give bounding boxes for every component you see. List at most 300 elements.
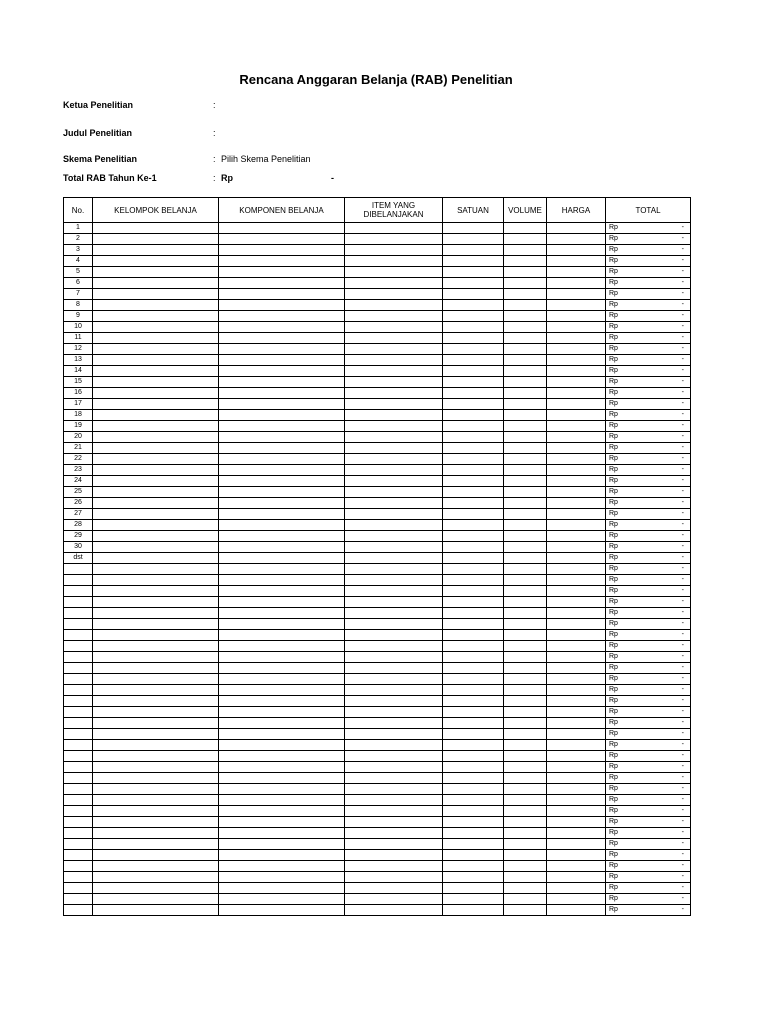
- cell-volume[interactable]: [504, 465, 547, 476]
- cell-volume[interactable]: [504, 410, 547, 421]
- cell-kelompok-belanja[interactable]: [93, 322, 219, 333]
- cell-harga[interactable]: [547, 861, 606, 872]
- cell-satuan[interactable]: [443, 432, 504, 443]
- cell-satuan[interactable]: [443, 542, 504, 553]
- cell-komponen-belanja[interactable]: [219, 399, 345, 410]
- cell-harga[interactable]: [547, 806, 606, 817]
- cell-volume[interactable]: [504, 905, 547, 916]
- cell-komponen-belanja[interactable]: [219, 454, 345, 465]
- cell-volume[interactable]: [504, 421, 547, 432]
- cell-komponen-belanja[interactable]: [219, 773, 345, 784]
- cell-satuan[interactable]: [443, 355, 504, 366]
- cell-volume[interactable]: [504, 828, 547, 839]
- cell-volume[interactable]: [504, 685, 547, 696]
- cell-komponen-belanja[interactable]: [219, 443, 345, 454]
- cell-harga[interactable]: [547, 817, 606, 828]
- cell-volume[interactable]: [504, 300, 547, 311]
- cell-item[interactable]: [345, 399, 443, 410]
- cell-item[interactable]: [345, 542, 443, 553]
- cell-item[interactable]: [345, 795, 443, 806]
- cell-item[interactable]: [345, 289, 443, 300]
- cell-kelompok-belanja[interactable]: [93, 817, 219, 828]
- cell-komponen-belanja[interactable]: [219, 278, 345, 289]
- skema-select[interactable]: Pilih Skema Penelitian: [221, 154, 311, 164]
- cell-satuan[interactable]: [443, 443, 504, 454]
- cell-satuan[interactable]: [443, 806, 504, 817]
- cell-item[interactable]: [345, 388, 443, 399]
- cell-komponen-belanja[interactable]: [219, 850, 345, 861]
- cell-satuan[interactable]: [443, 520, 504, 531]
- cell-volume[interactable]: [504, 256, 547, 267]
- cell-komponen-belanja[interactable]: [219, 520, 345, 531]
- cell-harga[interactable]: [547, 432, 606, 443]
- cell-satuan[interactable]: [443, 773, 504, 784]
- cell-harga[interactable]: [547, 641, 606, 652]
- cell-komponen-belanja[interactable]: [219, 355, 345, 366]
- cell-harga[interactable]: [547, 289, 606, 300]
- cell-satuan[interactable]: [443, 410, 504, 421]
- cell-volume[interactable]: [504, 333, 547, 344]
- cell-volume[interactable]: [504, 619, 547, 630]
- cell-kelompok-belanja[interactable]: [93, 355, 219, 366]
- cell-harga[interactable]: [547, 531, 606, 542]
- cell-volume[interactable]: [504, 520, 547, 531]
- cell-komponen-belanja[interactable]: [219, 432, 345, 443]
- cell-harga[interactable]: [547, 740, 606, 751]
- cell-harga[interactable]: [547, 894, 606, 905]
- cell-volume[interactable]: [504, 773, 547, 784]
- cell-harga[interactable]: [547, 696, 606, 707]
- cell-harga[interactable]: [547, 300, 606, 311]
- cell-volume[interactable]: [504, 542, 547, 553]
- cell-item[interactable]: [345, 674, 443, 685]
- cell-volume[interactable]: [504, 762, 547, 773]
- cell-harga[interactable]: [547, 608, 606, 619]
- cell-komponen-belanja[interactable]: [219, 652, 345, 663]
- cell-satuan[interactable]: [443, 564, 504, 575]
- cell-komponen-belanja[interactable]: [219, 784, 345, 795]
- cell-item[interactable]: [345, 564, 443, 575]
- cell-volume[interactable]: [504, 553, 547, 564]
- cell-satuan[interactable]: [443, 388, 504, 399]
- cell-satuan[interactable]: [443, 696, 504, 707]
- cell-kelompok-belanja[interactable]: [93, 344, 219, 355]
- cell-harga[interactable]: [547, 388, 606, 399]
- cell-volume[interactable]: [504, 267, 547, 278]
- cell-komponen-belanja[interactable]: [219, 465, 345, 476]
- cell-harga[interactable]: [547, 663, 606, 674]
- cell-kelompok-belanja[interactable]: [93, 773, 219, 784]
- cell-kelompok-belanja[interactable]: [93, 311, 219, 322]
- cell-satuan[interactable]: [443, 454, 504, 465]
- cell-kelompok-belanja[interactable]: [93, 366, 219, 377]
- cell-volume[interactable]: [504, 531, 547, 542]
- cell-harga[interactable]: [547, 256, 606, 267]
- cell-harga[interactable]: [547, 454, 606, 465]
- cell-komponen-belanja[interactable]: [219, 344, 345, 355]
- cell-harga[interactable]: [547, 377, 606, 388]
- cell-satuan[interactable]: [443, 575, 504, 586]
- cell-harga[interactable]: [547, 476, 606, 487]
- cell-komponen-belanja[interactable]: [219, 267, 345, 278]
- cell-item[interactable]: [345, 883, 443, 894]
- cell-volume[interactable]: [504, 839, 547, 850]
- cell-item[interactable]: [345, 531, 443, 542]
- cell-item[interactable]: [345, 278, 443, 289]
- cell-harga[interactable]: [547, 630, 606, 641]
- cell-item[interactable]: [345, 465, 443, 476]
- cell-komponen-belanja[interactable]: [219, 300, 345, 311]
- cell-volume[interactable]: [504, 388, 547, 399]
- cell-volume[interactable]: [504, 344, 547, 355]
- cell-satuan[interactable]: [443, 267, 504, 278]
- cell-kelompok-belanja[interactable]: [93, 674, 219, 685]
- cell-komponen-belanja[interactable]: [219, 894, 345, 905]
- cell-item[interactable]: [345, 509, 443, 520]
- cell-harga[interactable]: [547, 520, 606, 531]
- cell-item[interactable]: [345, 707, 443, 718]
- cell-kelompok-belanja[interactable]: [93, 729, 219, 740]
- cell-item[interactable]: [345, 630, 443, 641]
- cell-item[interactable]: [345, 861, 443, 872]
- cell-harga[interactable]: [547, 674, 606, 685]
- cell-harga[interactable]: [547, 586, 606, 597]
- cell-volume[interactable]: [504, 355, 547, 366]
- cell-kelompok-belanja[interactable]: [93, 718, 219, 729]
- cell-komponen-belanja[interactable]: [219, 905, 345, 916]
- cell-satuan[interactable]: [443, 729, 504, 740]
- cell-volume[interactable]: [504, 366, 547, 377]
- cell-volume[interactable]: [504, 476, 547, 487]
- cell-komponen-belanja[interactable]: [219, 795, 345, 806]
- cell-satuan[interactable]: [443, 652, 504, 663]
- cell-volume[interactable]: [504, 608, 547, 619]
- cell-kelompok-belanja[interactable]: [93, 630, 219, 641]
- cell-satuan[interactable]: [443, 718, 504, 729]
- cell-komponen-belanja[interactable]: [219, 718, 345, 729]
- cell-harga[interactable]: [547, 333, 606, 344]
- cell-harga[interactable]: [547, 443, 606, 454]
- cell-harga[interactable]: [547, 322, 606, 333]
- cell-satuan[interactable]: [443, 608, 504, 619]
- cell-kelompok-belanja[interactable]: [93, 905, 219, 916]
- cell-komponen-belanja[interactable]: [219, 476, 345, 487]
- cell-komponen-belanja[interactable]: [219, 421, 345, 432]
- cell-harga[interactable]: [547, 619, 606, 630]
- cell-harga[interactable]: [547, 311, 606, 322]
- cell-kelompok-belanja[interactable]: [93, 597, 219, 608]
- cell-kelompok-belanja[interactable]: [93, 553, 219, 564]
- cell-kelompok-belanja[interactable]: [93, 333, 219, 344]
- cell-kelompok-belanja[interactable]: [93, 839, 219, 850]
- cell-item[interactable]: [345, 828, 443, 839]
- cell-harga[interactable]: [547, 773, 606, 784]
- cell-item[interactable]: [345, 608, 443, 619]
- cell-satuan[interactable]: [443, 597, 504, 608]
- cell-item[interactable]: [345, 652, 443, 663]
- cell-item[interactable]: [345, 685, 443, 696]
- cell-satuan[interactable]: [443, 663, 504, 674]
- cell-item[interactable]: [345, 718, 443, 729]
- cell-volume[interactable]: [504, 663, 547, 674]
- cell-satuan[interactable]: [443, 399, 504, 410]
- cell-item[interactable]: [345, 454, 443, 465]
- cell-item[interactable]: [345, 729, 443, 740]
- cell-volume[interactable]: [504, 740, 547, 751]
- cell-item[interactable]: [345, 498, 443, 509]
- cell-harga[interactable]: [547, 652, 606, 663]
- cell-volume[interactable]: [504, 696, 547, 707]
- cell-volume[interactable]: [504, 784, 547, 795]
- cell-komponen-belanja[interactable]: [219, 828, 345, 839]
- cell-item[interactable]: [345, 872, 443, 883]
- cell-item[interactable]: [345, 366, 443, 377]
- cell-satuan[interactable]: [443, 674, 504, 685]
- cell-item[interactable]: [345, 553, 443, 564]
- cell-komponen-belanja[interactable]: [219, 685, 345, 696]
- cell-harga[interactable]: [547, 850, 606, 861]
- cell-volume[interactable]: [504, 245, 547, 256]
- cell-volume[interactable]: [504, 454, 547, 465]
- cell-satuan[interactable]: [443, 476, 504, 487]
- cell-kelompok-belanja[interactable]: [93, 278, 219, 289]
- cell-item[interactable]: [345, 267, 443, 278]
- cell-item[interactable]: [345, 839, 443, 850]
- cell-kelompok-belanja[interactable]: [93, 652, 219, 663]
- cell-harga[interactable]: [547, 421, 606, 432]
- cell-item[interactable]: [345, 410, 443, 421]
- cell-item[interactable]: [345, 344, 443, 355]
- cell-kelompok-belanja[interactable]: [93, 476, 219, 487]
- cell-volume[interactable]: [504, 498, 547, 509]
- cell-satuan[interactable]: [443, 784, 504, 795]
- cell-kelompok-belanja[interactable]: [93, 850, 219, 861]
- cell-item[interactable]: [345, 311, 443, 322]
- cell-kelompok-belanja[interactable]: [93, 861, 219, 872]
- cell-item[interactable]: [345, 234, 443, 245]
- cell-item[interactable]: [345, 619, 443, 630]
- cell-satuan[interactable]: [443, 619, 504, 630]
- cell-satuan[interactable]: [443, 883, 504, 894]
- cell-harga[interactable]: [547, 278, 606, 289]
- cell-kelompok-belanja[interactable]: [93, 762, 219, 773]
- cell-satuan[interactable]: [443, 256, 504, 267]
- cell-item[interactable]: [345, 905, 443, 916]
- cell-satuan[interactable]: [443, 828, 504, 839]
- cell-satuan[interactable]: [443, 289, 504, 300]
- cell-harga[interactable]: [547, 223, 606, 234]
- cell-volume[interactable]: [504, 652, 547, 663]
- cell-kelompok-belanja[interactable]: [93, 619, 219, 630]
- cell-volume[interactable]: [504, 872, 547, 883]
- cell-satuan[interactable]: [443, 465, 504, 476]
- cell-volume[interactable]: [504, 817, 547, 828]
- cell-satuan[interactable]: [443, 278, 504, 289]
- cell-komponen-belanja[interactable]: [219, 388, 345, 399]
- cell-satuan[interactable]: [443, 740, 504, 751]
- cell-harga[interactable]: [547, 575, 606, 586]
- cell-satuan[interactable]: [443, 553, 504, 564]
- cell-kelompok-belanja[interactable]: [93, 586, 219, 597]
- cell-harga[interactable]: [547, 498, 606, 509]
- cell-komponen-belanja[interactable]: [219, 619, 345, 630]
- cell-harga[interactable]: [547, 751, 606, 762]
- cell-item[interactable]: [345, 377, 443, 388]
- cell-kelompok-belanja[interactable]: [93, 256, 219, 267]
- cell-komponen-belanja[interactable]: [219, 575, 345, 586]
- cell-komponen-belanja[interactable]: [219, 333, 345, 344]
- cell-kelompok-belanja[interactable]: [93, 410, 219, 421]
- cell-volume[interactable]: [504, 674, 547, 685]
- cell-komponen-belanja[interactable]: [219, 410, 345, 421]
- cell-harga[interactable]: [547, 872, 606, 883]
- cell-harga[interactable]: [547, 487, 606, 498]
- cell-harga[interactable]: [547, 839, 606, 850]
- cell-komponen-belanja[interactable]: [219, 531, 345, 542]
- cell-satuan[interactable]: [443, 300, 504, 311]
- cell-satuan[interactable]: [443, 905, 504, 916]
- cell-item[interactable]: [345, 740, 443, 751]
- cell-kelompok-belanja[interactable]: [93, 498, 219, 509]
- cell-harga[interactable]: [547, 883, 606, 894]
- cell-kelompok-belanja[interactable]: [93, 223, 219, 234]
- cell-kelompok-belanja[interactable]: [93, 234, 219, 245]
- cell-komponen-belanja[interactable]: [219, 740, 345, 751]
- cell-kelompok-belanja[interactable]: [93, 454, 219, 465]
- cell-kelompok-belanja[interactable]: [93, 377, 219, 388]
- cell-item[interactable]: [345, 300, 443, 311]
- cell-item[interactable]: [345, 586, 443, 597]
- cell-satuan[interactable]: [443, 311, 504, 322]
- cell-item[interactable]: [345, 487, 443, 498]
- cell-volume[interactable]: [504, 806, 547, 817]
- cell-kelompok-belanja[interactable]: [93, 608, 219, 619]
- cell-satuan[interactable]: [443, 872, 504, 883]
- cell-kelompok-belanja[interactable]: [93, 663, 219, 674]
- cell-satuan[interactable]: [443, 377, 504, 388]
- cell-item[interactable]: [345, 850, 443, 861]
- cell-komponen-belanja[interactable]: [219, 377, 345, 388]
- cell-komponen-belanja[interactable]: [219, 663, 345, 674]
- cell-kelompok-belanja[interactable]: [93, 388, 219, 399]
- cell-item[interactable]: [345, 597, 443, 608]
- cell-satuan[interactable]: [443, 850, 504, 861]
- cell-komponen-belanja[interactable]: [219, 883, 345, 894]
- cell-komponen-belanja[interactable]: [219, 245, 345, 256]
- cell-item[interactable]: [345, 355, 443, 366]
- cell-harga[interactable]: [547, 355, 606, 366]
- cell-harga[interactable]: [547, 542, 606, 553]
- cell-harga[interactable]: [547, 366, 606, 377]
- cell-komponen-belanja[interactable]: [219, 366, 345, 377]
- cell-item[interactable]: [345, 663, 443, 674]
- cell-komponen-belanja[interactable]: [219, 509, 345, 520]
- cell-item[interactable]: [345, 641, 443, 652]
- cell-volume[interactable]: [504, 718, 547, 729]
- cell-komponen-belanja[interactable]: [219, 861, 345, 872]
- cell-volume[interactable]: [504, 850, 547, 861]
- cell-komponen-belanja[interactable]: [219, 223, 345, 234]
- cell-komponen-belanja[interactable]: [219, 289, 345, 300]
- cell-item[interactable]: [345, 520, 443, 531]
- cell-harga[interactable]: [547, 597, 606, 608]
- cell-volume[interactable]: [504, 894, 547, 905]
- cell-komponen-belanja[interactable]: [219, 234, 345, 245]
- cell-item[interactable]: [345, 256, 443, 267]
- cell-satuan[interactable]: [443, 751, 504, 762]
- cell-kelompok-belanja[interactable]: [93, 564, 219, 575]
- cell-volume[interactable]: [504, 751, 547, 762]
- cell-kelompok-belanja[interactable]: [93, 784, 219, 795]
- cell-volume[interactable]: [504, 861, 547, 872]
- cell-komponen-belanja[interactable]: [219, 564, 345, 575]
- cell-volume[interactable]: [504, 883, 547, 894]
- cell-satuan[interactable]: [443, 509, 504, 520]
- cell-komponen-belanja[interactable]: [219, 608, 345, 619]
- cell-harga[interactable]: [547, 828, 606, 839]
- cell-volume[interactable]: [504, 311, 547, 322]
- cell-volume[interactable]: [504, 586, 547, 597]
- cell-harga[interactable]: [547, 707, 606, 718]
- cell-volume[interactable]: [504, 234, 547, 245]
- cell-item[interactable]: [345, 773, 443, 784]
- cell-item[interactable]: [345, 432, 443, 443]
- cell-satuan[interactable]: [443, 421, 504, 432]
- cell-kelompok-belanja[interactable]: [93, 575, 219, 586]
- cell-item[interactable]: [345, 762, 443, 773]
- cell-kelompok-belanja[interactable]: [93, 531, 219, 542]
- cell-komponen-belanja[interactable]: [219, 872, 345, 883]
- cell-harga[interactable]: [547, 509, 606, 520]
- cell-item[interactable]: [345, 421, 443, 432]
- cell-kelompok-belanja[interactable]: [93, 289, 219, 300]
- cell-satuan[interactable]: [443, 498, 504, 509]
- cell-satuan[interactable]: [443, 707, 504, 718]
- cell-volume[interactable]: [504, 278, 547, 289]
- cell-satuan[interactable]: [443, 817, 504, 828]
- cell-satuan[interactable]: [443, 586, 504, 597]
- cell-kelompok-belanja[interactable]: [93, 740, 219, 751]
- cell-komponen-belanja[interactable]: [219, 707, 345, 718]
- cell-komponen-belanja[interactable]: [219, 553, 345, 564]
- cell-harga[interactable]: [547, 905, 606, 916]
- cell-kelompok-belanja[interactable]: [93, 487, 219, 498]
- cell-komponen-belanja[interactable]: [219, 696, 345, 707]
- cell-komponen-belanja[interactable]: [219, 630, 345, 641]
- cell-kelompok-belanja[interactable]: [93, 685, 219, 696]
- cell-volume[interactable]: [504, 575, 547, 586]
- cell-komponen-belanja[interactable]: [219, 542, 345, 553]
- cell-item[interactable]: [345, 322, 443, 333]
- cell-satuan[interactable]: [443, 531, 504, 542]
- cell-volume[interactable]: [504, 509, 547, 520]
- cell-kelompok-belanja[interactable]: [93, 421, 219, 432]
- cell-komponen-belanja[interactable]: [219, 806, 345, 817]
- cell-satuan[interactable]: [443, 861, 504, 872]
- cell-volume[interactable]: [504, 377, 547, 388]
- cell-kelompok-belanja[interactable]: [93, 806, 219, 817]
- cell-volume[interactable]: [504, 729, 547, 740]
- cell-item[interactable]: [345, 333, 443, 344]
- cell-satuan[interactable]: [443, 366, 504, 377]
- cell-volume[interactable]: [504, 795, 547, 806]
- cell-kelompok-belanja[interactable]: [93, 696, 219, 707]
- cell-harga[interactable]: [547, 685, 606, 696]
- cell-harga[interactable]: [547, 465, 606, 476]
- cell-item[interactable]: [345, 476, 443, 487]
- cell-komponen-belanja[interactable]: [219, 322, 345, 333]
- cell-satuan[interactable]: [443, 223, 504, 234]
